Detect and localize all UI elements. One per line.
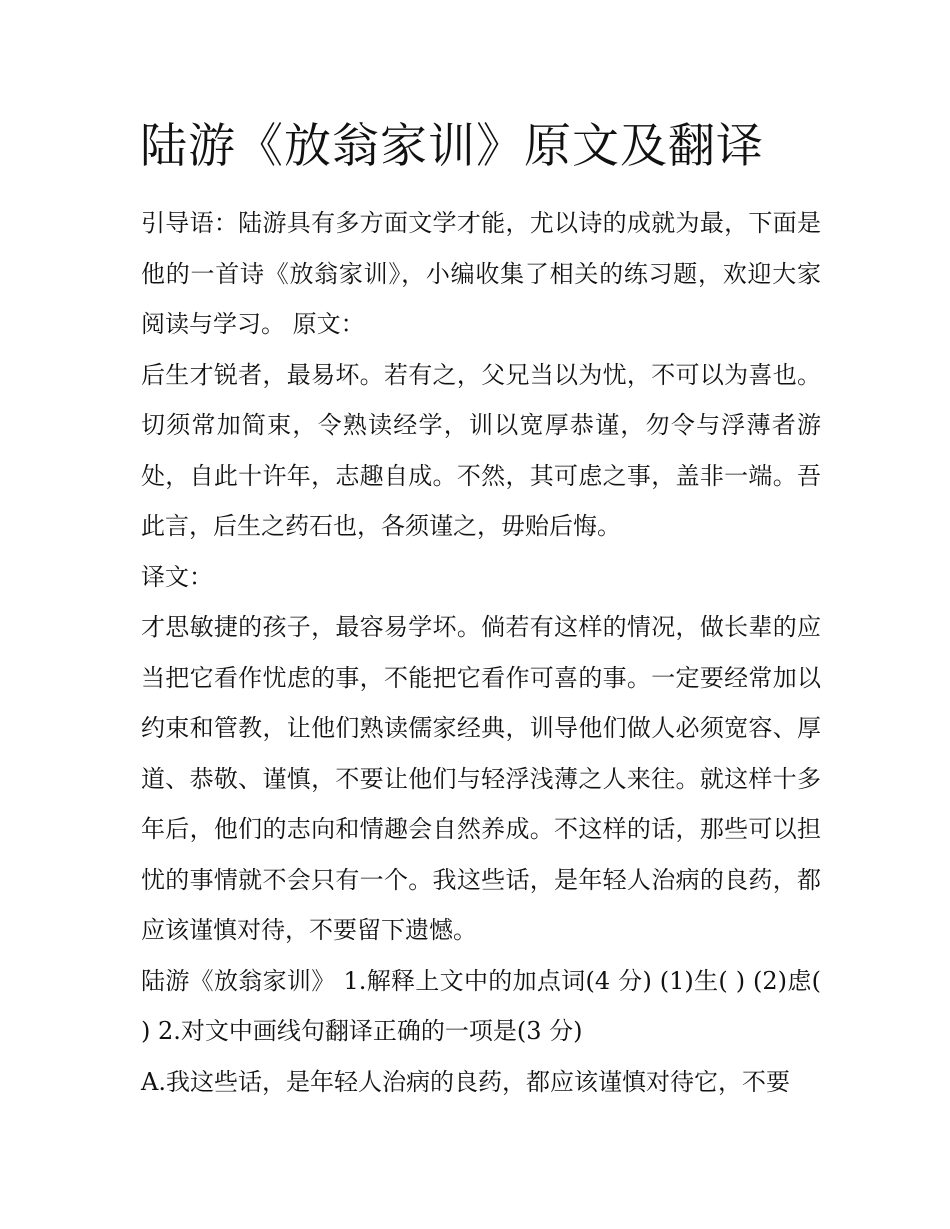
document-body <box>141 198 821 1107</box>
original-text-paragraph: 后生才锐者，最易坏。若有之，父兄当以为忧，不可以为喜也。切须常加简束，令熟读经学，训以宽厚恭谨，勿令与浮薄者游处，自此十许年，志趣自成。不然，其可虑之事，盖非一端。吾此言，后生之药石也，各须谨之，毋贻后悔。 <box>141 360 821 540</box>
translation-paragraph: 才思敏捷的孩子，最容易学坏。倘若有这样的情况，做长辈的应当把它看作忧虑的事，不能把它看作可喜的事。一定要经常加以约束和管教，让他们熟读儒家经典，训导他们做人必须宽容、厚道、恭敬、谨慎，不要让他们与轻浮浅薄之人来往。就这样十多年后，他们的志向和情趣会自然养成。不这样的话，那些可以担忧的事情就不会只有一个。我这些话，是年轻人治病的良药，都应该谨慎对待，不要留下遗憾。 <box>141 613 821 944</box>
translation-heading: 译文： <box>141 562 213 591</box>
exercise-questions: 陆游《放翁家训》 1.解释上文中的加点词(4 分) (1)生( ) (2)虑( ) 2.对文中画线句翻译正确的一项是(3 分) <box>141 966 821 1045</box>
page-title: 陆游《放翁家训》原文及翻译 <box>140 119 764 174</box>
intro-paragraph: 引导语：陆游具有多方面文学才能，尤以诗的成就为最，下面是他的一首诗《放翁家训》，小编收集了相关的练习题，欢迎大家阅读与学习。 原文： <box>141 209 821 338</box>
answer-option-a: A.我这些话，是年轻人治病的良药，都应该谨慎对待它，不要 <box>141 1067 790 1096</box>
